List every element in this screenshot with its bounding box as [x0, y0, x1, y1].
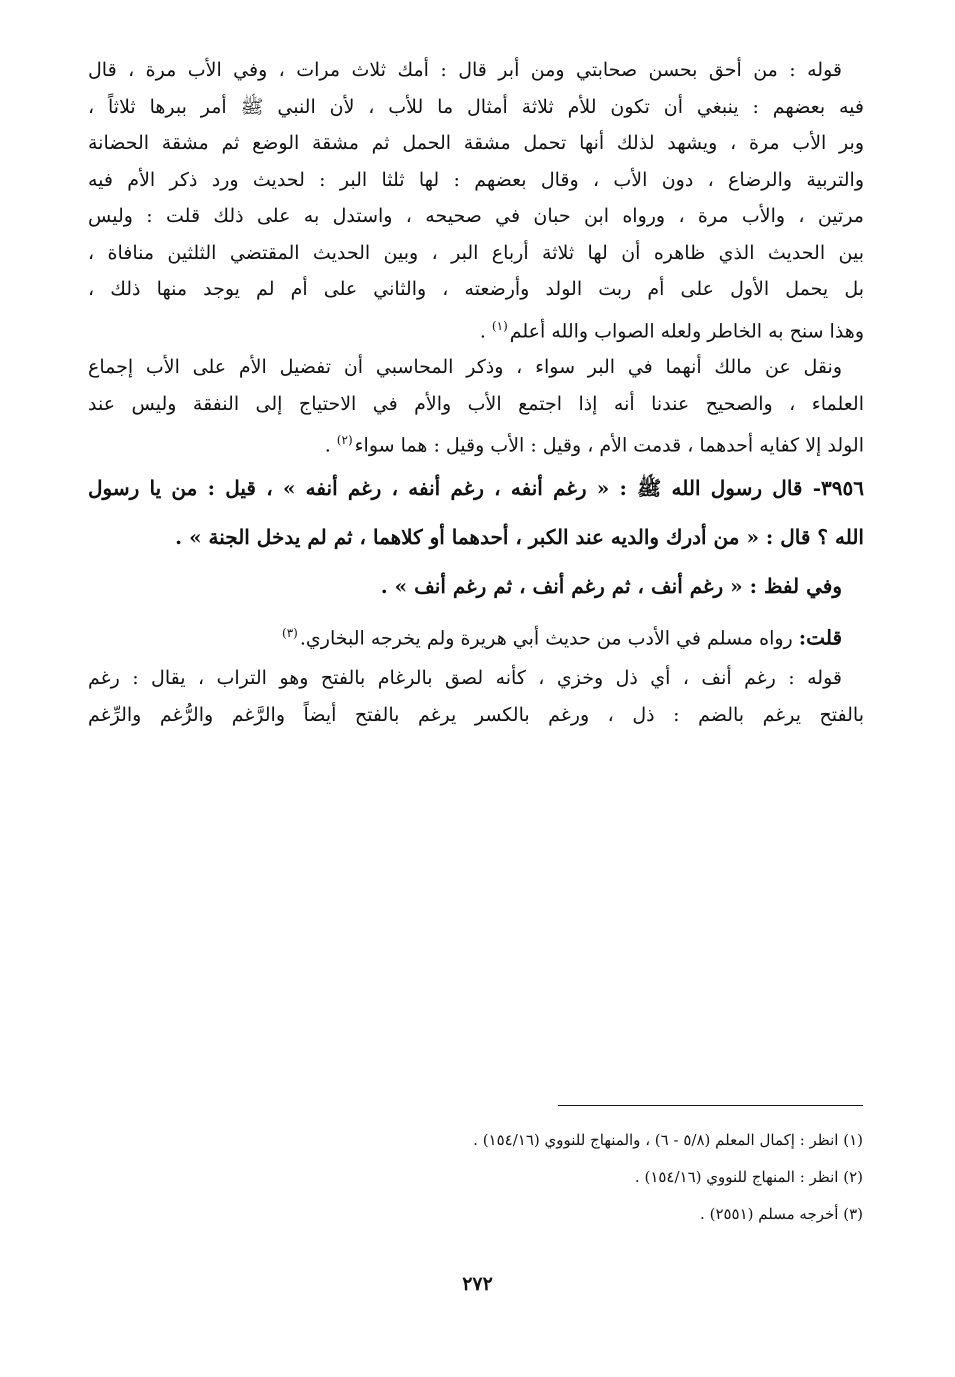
body-line: الولد إلا كفايه أحدهما ، قدمت الأم ، وقيل : الأب وقيل : هما سواء$^{(٢)}$ .: [324, 433, 864, 457]
footnote: (٢) انظر : المنهاج للنووي (١٥٤/١٦) .: [634, 1168, 863, 1186]
qult-label: قلت:: [798, 625, 842, 650]
body-line: فيه بعضهم : ينبغي أن تكون للأم ثلاثة أمثال ما للأب ، لأن النبي ﷺ أمر ببرها ثلاثاً ،: [88, 95, 864, 118]
body-line: بل يحمل الأول على أم ربت الولد وأرضعته ، والثاني على أم لم يوجد منها ذلك ،: [88, 278, 864, 300]
footnotes: [300, 1122, 863, 1233]
body-line: وبر الأب مرة ، ويشهد لذلك أنها تحمل مشقة الحمل ثم مشقة الوضع ثم مشقة الحضانة: [88, 132, 864, 154]
footnote: (١) انظر : إكمال المعلم (٥/٨ - ٦) ، والمنهاج للنووي (١٥٤/١٦) .: [473, 1131, 863, 1149]
footnote: (٣) أخرجه مسلم (٢٥٥١) .: [700, 1205, 863, 1223]
body-line: ونقل عن مالك أنهما في البر سواء ، وذكر المحاسبي أن تفضيل الأم على الأب إجماع: [88, 356, 842, 379]
body-line: قوله : من أحق بحسن صحابتي ومن أبر قال : أمك ثلاث مرات ، وفي الأب مرة ، قال: [88, 59, 842, 81]
commentary-line: بالفتح يرغم بالضم : ذل ، ورغم بالكسر يرغم بالفتح أيضاً والرَّغم والرُّغم والرِّغم: [88, 703, 864, 726]
footnote-ref-2: (٢): [336, 433, 353, 448]
qult-text: رواه مسلم في الأدب من حديث أبي هريرة ولم يخرجه البخاري.: [299, 627, 793, 650]
qult-line: [88, 611, 864, 660]
hadith-line: ٣٩٥٦- قال رسول الله ﷺ : « رغم أنفه ، رغم أنفه ، رغم أنفه » ، قيل : من يا رسول: [88, 476, 864, 501]
footnote-separator: [558, 1105, 863, 1106]
body-line-text: الولد إلا كفايه أحدهما ، قدمت الأم ، وقيل : الأب وقيل : هما سواء: [354, 434, 864, 457]
body-line: بين الحديث الذي ظاهره أن لها ثلاثة أرباع البر ، وبين الحديث المقتضي الثلثين منافاة ،: [88, 241, 864, 264]
body-line: والتربية والرضاع ، دون الأب ، وقال بعضهم : لها ثلثا البر : لحديث ورد ذكر الأم فيه: [88, 168, 864, 191]
footnote-ref-1: (١): [491, 318, 508, 333]
body-line: وهذا سنح به الخاطر ولعله الصواب والله أعلم$^{(١)}$ .: [479, 318, 864, 342]
body-line-text: وهذا سنح به الخاطر ولعله الصواب والله أعلم: [509, 319, 864, 342]
hadith-line: الله ؟ قال : « من أدرك والديه عند الكبر ، أحدهما أو كلاهما ، ثم لم يدخل الجنة » .: [175, 525, 864, 550]
main-text: [88, 52, 864, 733]
body-line: مرتين ، والأب مرة ، ورواه ابن حبان في صحيحه ، واستدل به على ذلك قلت : وليس: [88, 205, 864, 227]
footnote-ref-3: (٣): [282, 626, 298, 641]
commentary-line: قوله : رغم أنف ، أي ذل وخزي ، كأنه لصق بالرغام بالفتح وهو التراب ، يقال : رغم: [88, 667, 842, 690]
body-line: العلماء ، والصحيح عندنا أنه إذا اجتمع الأب والأم في الاحتياج إلى النفقة وليس عند: [88, 392, 864, 415]
page-number: ٢٧٢: [462, 1273, 493, 1295]
hadith-line: وفي لفظ : « رغم أنف ، ثم رغم أنف ، ثم رغم أنف » .: [380, 574, 842, 599]
